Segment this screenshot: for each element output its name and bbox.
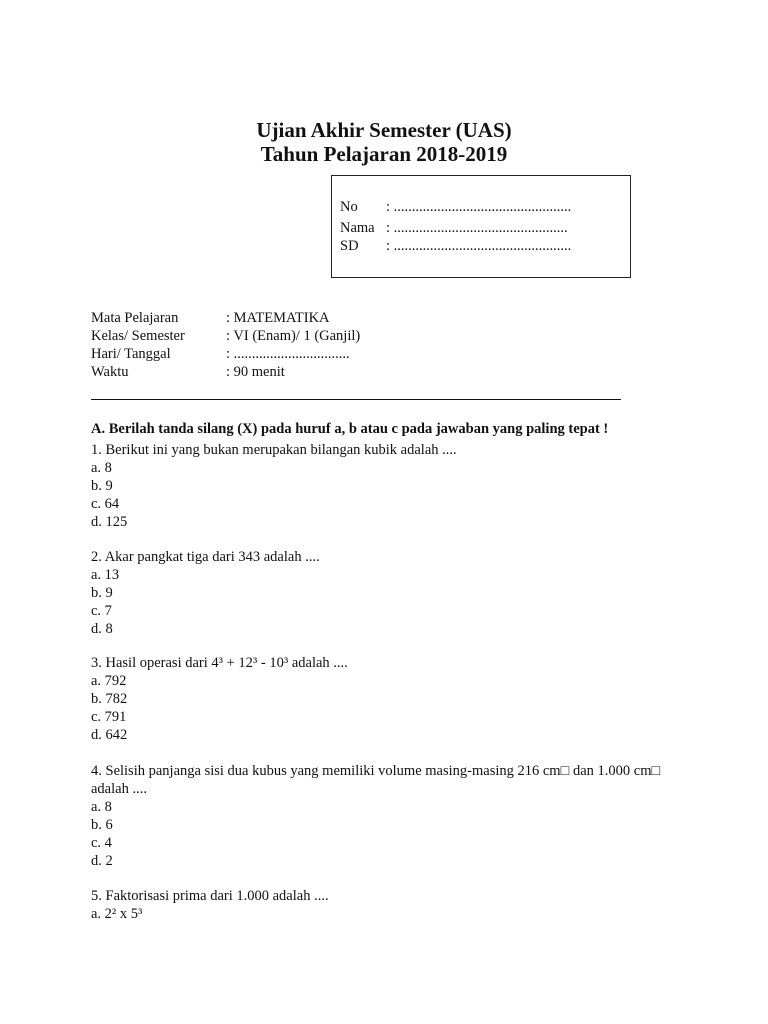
info-row-date [91, 345, 350, 363]
answer-option: b. 9 [91, 478, 113, 494]
info-label: Hari/ Tanggal [91, 346, 171, 362]
answer-option: a. 2² x 5³ [91, 906, 143, 922]
question-stem: 1. Berikut ini yang bukan merupakan bilangan kubik adalah .... [91, 442, 457, 458]
answer-option: a. 792 [91, 673, 127, 689]
answer-option: d. 125 [91, 514, 128, 530]
info-label: Kelas/ Semester [91, 328, 185, 344]
section-a-instruction: A. Berilah tanda silang (X) pada huruf a, b atau c pada jawaban yang paling tepat ! [91, 421, 609, 437]
identity-row-sd [340, 237, 571, 255]
identity-row-no [340, 198, 571, 216]
info-row-class [91, 327, 360, 345]
answer-option: c. 7 [91, 603, 112, 619]
info-value: : VI (Enam)/ 1 (Ganjil) [226, 328, 361, 344]
answer-option: c. 791 [91, 709, 127, 725]
exam-title: Ujian Akhir Semester (UAS) [256, 118, 512, 142]
answer-option: a. 8 [91, 799, 112, 815]
question-1 [91, 441, 691, 531]
info-row-time [91, 363, 285, 381]
academic-year-title: Tahun Pelajaran 2018-2019 [260, 142, 508, 166]
info-label: Mata Pelajaran [91, 310, 179, 326]
question-4 [91, 762, 691, 870]
answer-option: b. 9 [91, 585, 113, 601]
question-stem: 5. Faktorisasi prima dari 1.000 adalah .... [91, 888, 329, 904]
answer-option: d. 2 [91, 853, 113, 869]
question-5 [91, 887, 691, 923]
answer-option: a. 13 [91, 567, 120, 583]
question-stem: 4. Selisih panjanga sisi dua kubus yang memiliki volume masing-masing 216 cm□ dan 1.000 cm□ adalah .... [91, 763, 661, 797]
question-2 [91, 548, 691, 638]
identity-blank: : ................................................. [386, 238, 572, 254]
answer-option: d. 642 [91, 727, 128, 743]
answer-option: c. 64 [91, 496, 120, 512]
info-label: Waktu [91, 364, 129, 380]
question-stem: 3. Hasil operasi dari 4³ + 12³ - 10³ adalah .... [91, 655, 348, 671]
answer-option: d. 8 [91, 621, 113, 637]
info-value: : ................................ [226, 346, 350, 362]
identity-row-nama [340, 219, 568, 237]
header-divider [91, 399, 621, 400]
identity-blank: : ................................................ [386, 220, 568, 236]
question-stem: 2. Akar pangkat tiga dari 343 adalah .... [91, 549, 320, 565]
info-row-subject [91, 309, 330, 327]
answer-option: b. 6 [91, 817, 113, 833]
identity-label: Nama [340, 220, 375, 236]
student-identity-box [331, 175, 631, 278]
info-value: : MATEMATIKA [226, 310, 330, 326]
answer-option: c. 4 [91, 835, 112, 851]
identity-label: SD [340, 238, 359, 254]
answer-option: a. 8 [91, 460, 112, 476]
identity-blank: : ................................................. [386, 199, 572, 215]
question-3 [91, 654, 691, 744]
identity-label: No [340, 199, 358, 215]
info-value: : 90 menit [226, 364, 285, 380]
answer-option: b. 782 [91, 691, 128, 707]
